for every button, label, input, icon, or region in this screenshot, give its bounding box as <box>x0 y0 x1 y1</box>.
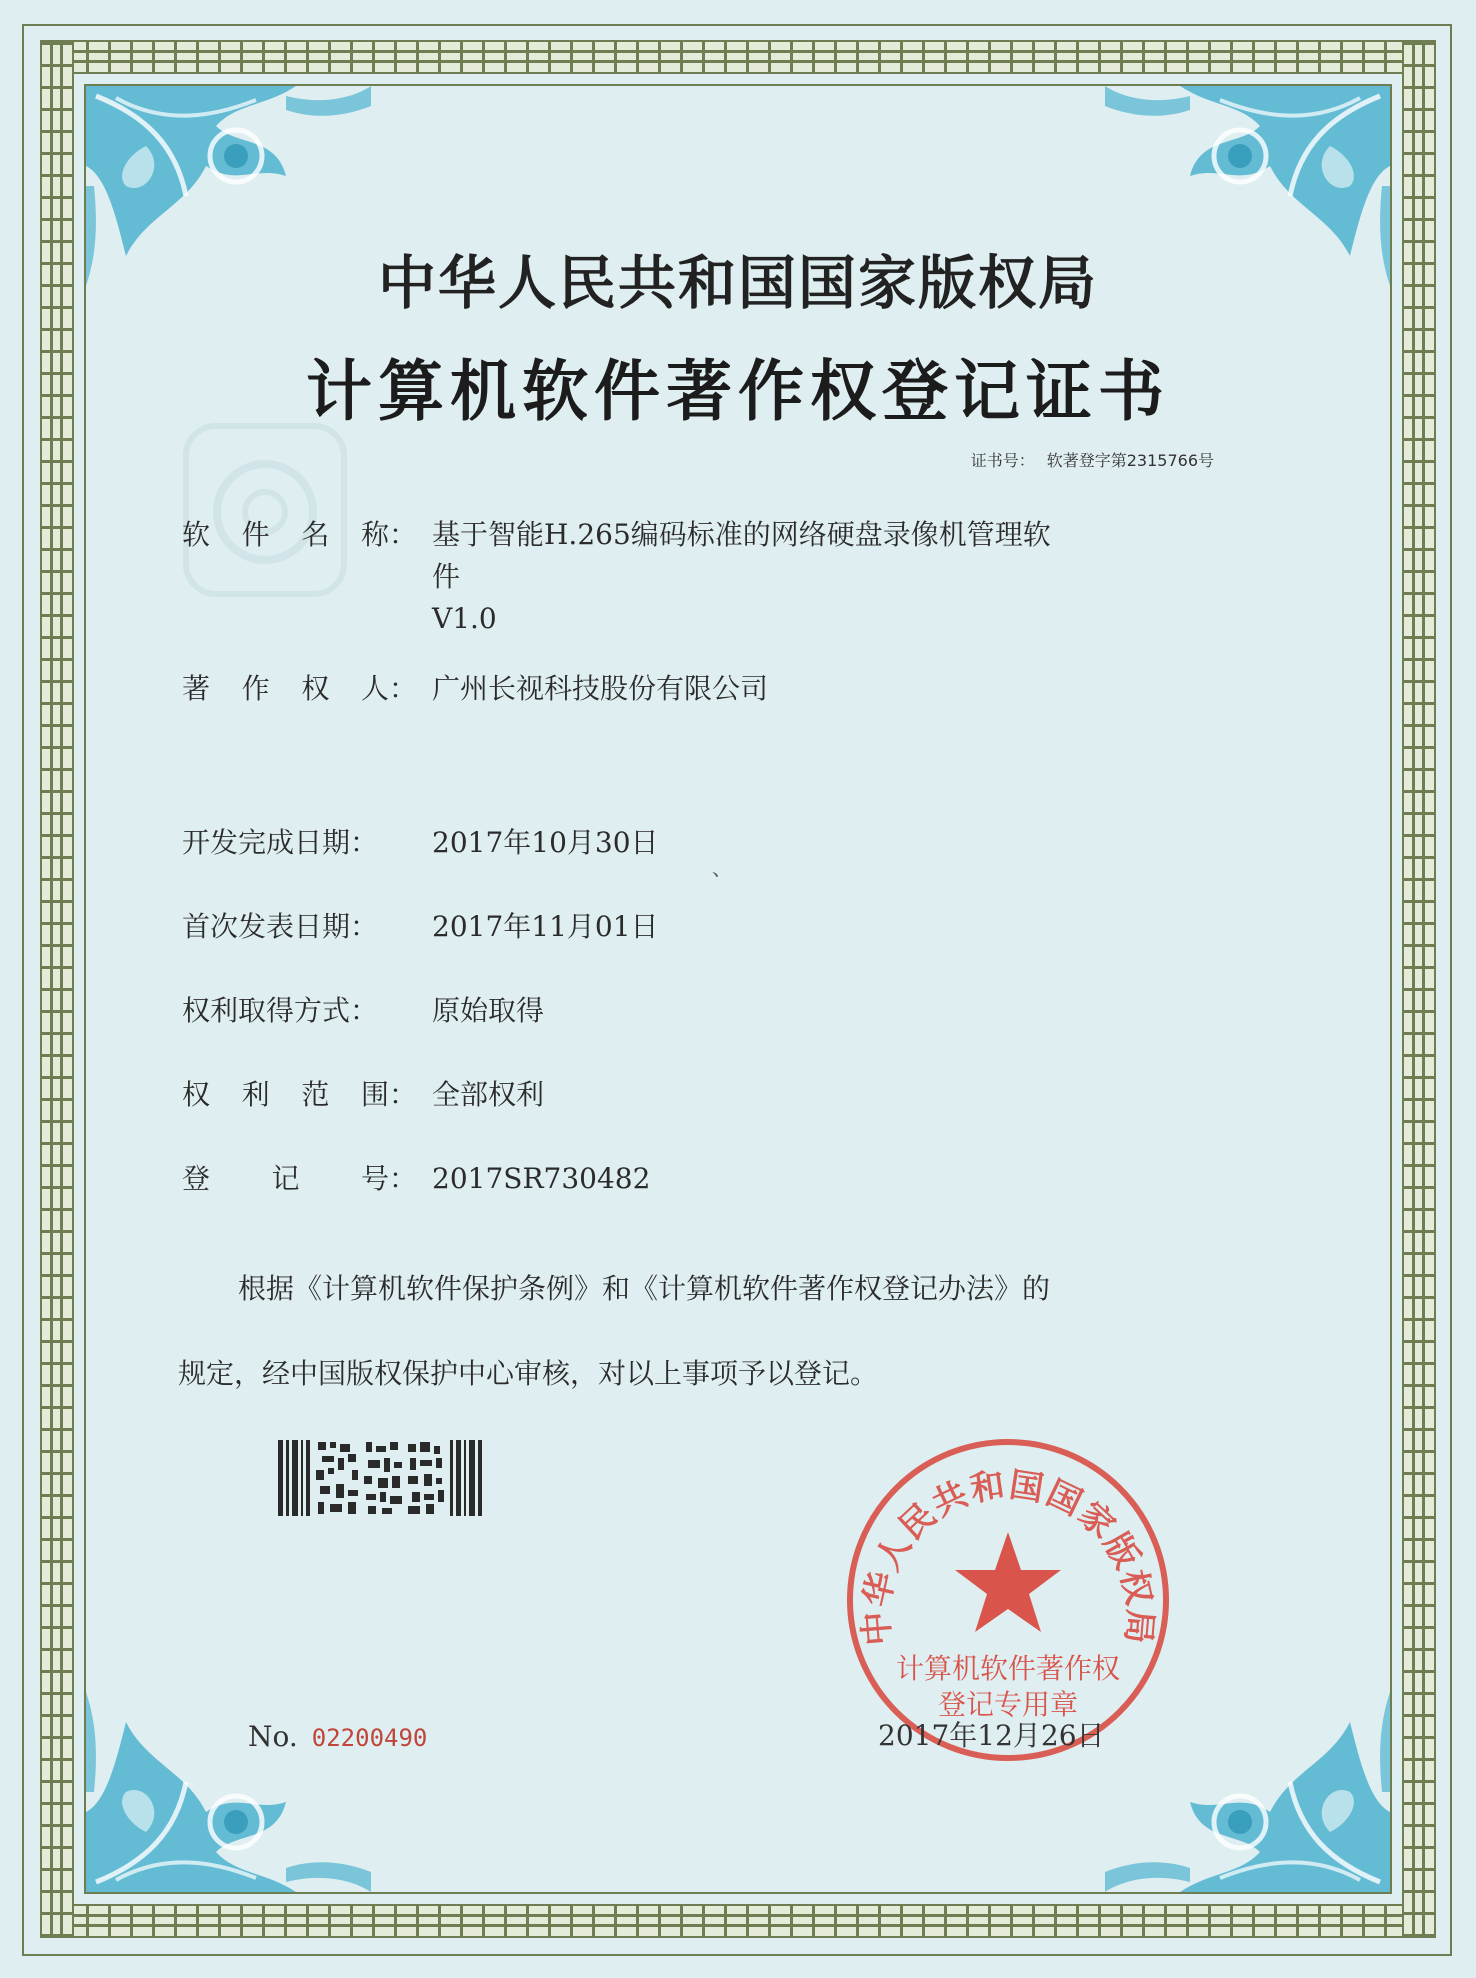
acquisition-method-value: 原始取得 <box>432 994 545 1027</box>
fret-border-bottom <box>40 1904 1436 1938</box>
first-publication-date-value: 2017年11月01日 <box>432 910 659 943</box>
serial-label: No. <box>248 1720 298 1753</box>
field-label: 权利取得方式： <box>182 994 379 1027</box>
field-label: 软 件 名 称： <box>182 518 417 551</box>
serial-number <box>248 1720 427 1753</box>
seal-inner-line-2: 登记专用章 <box>937 1688 1079 1721</box>
field-label: 首次发表日期： <box>182 910 379 943</box>
fret-border-left <box>40 40 74 1938</box>
software-version: V1.0 <box>432 602 497 635</box>
statement-line-1: 根据《计算机软件保护条例》和《计算机软件著作权登记办法》的 <box>238 1272 1051 1305</box>
barcode <box>278 1440 482 1516</box>
fret-border-top <box>40 40 1436 74</box>
statement-line-2: 规定，经中国版权保护中心审核，对以上事项予以登记。 <box>178 1357 879 1390</box>
certificate-number-value: 软著登字第2315766号 <box>1046 451 1214 470</box>
software-name-line-2: 件 <box>432 560 461 593</box>
certificate-number <box>971 448 1214 471</box>
software-name-line-1: 基于智能H.265编码标准的网络硬盘录像机管理软 <box>432 518 1051 551</box>
seal-ring-text: 中华人民共和国国家版权局 <box>856 1464 1160 1648</box>
development-date-value: 2017年10月30日 <box>432 826 659 859</box>
corner-ornament-bottom-left <box>86 1682 376 1892</box>
field-label: 登 记 号： <box>182 1162 417 1195</box>
rights-scope-value: 全部权利 <box>432 1078 545 1111</box>
field-label: 权 利 范 围： <box>182 1078 417 1111</box>
serial-value: 02200490 <box>311 1724 428 1752</box>
certificate-number-label: 证书号： <box>970 451 1035 470</box>
copyright-owner-value: 广州长视科技股份有限公司 <box>432 672 769 705</box>
fret-border-right <box>1402 40 1436 1938</box>
issue-date: 2017年12月26日 <box>878 1719 1105 1752</box>
seal-inner-line-1: 计算机软件著作权 <box>895 1652 1121 1685</box>
registration-number-value: 2017SR730482 <box>432 1162 651 1195</box>
field-label: 开发完成日期： <box>182 826 379 859</box>
field-label: 著 作 权 人： <box>182 672 417 705</box>
issuing-authority: 中华人民共和国国家版权局 <box>377 249 1098 317</box>
certificate-title: 计算机软件著作权登记证书 <box>306 352 1170 430</box>
tick-mark: 、 <box>712 856 732 880</box>
watermark-emblem <box>180 420 350 600</box>
software-name-value <box>432 514 1226 640</box>
